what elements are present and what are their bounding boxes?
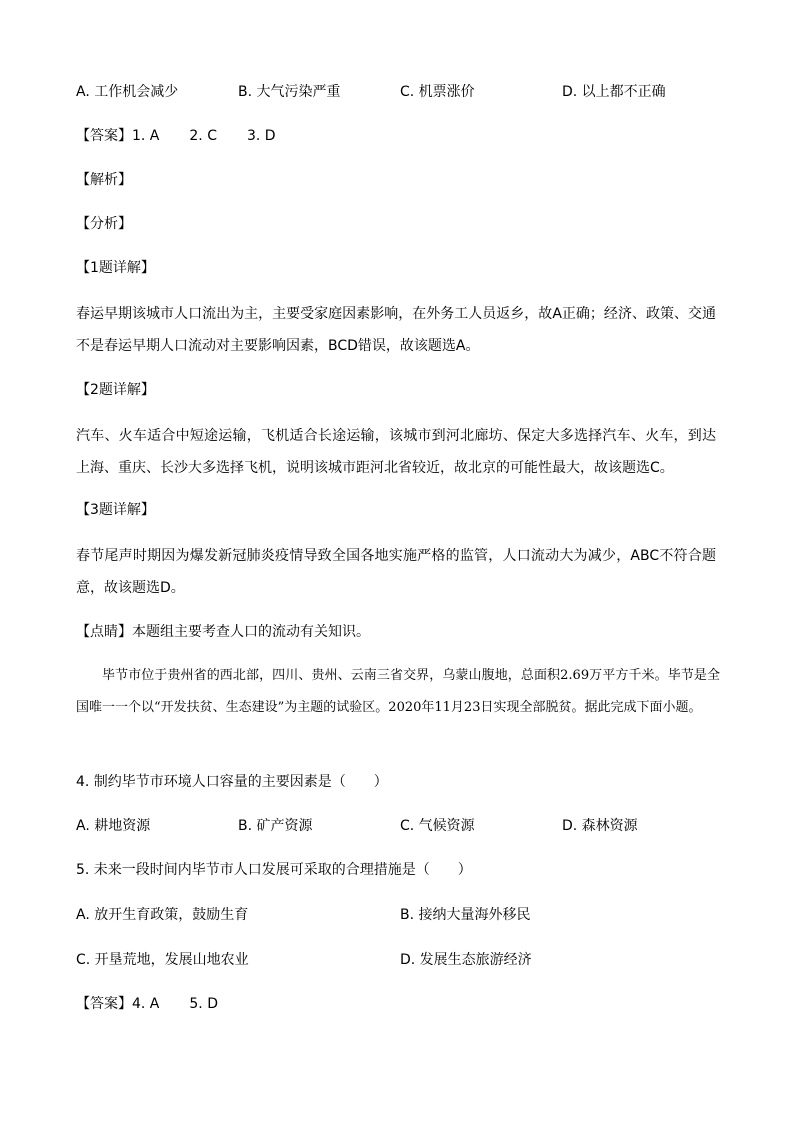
q5-option-d: D. 发展生态旅游经济 xyxy=(400,952,532,968)
q4-option-c: C. 气候资源 xyxy=(400,818,475,834)
analysis-label: 【解析】 xyxy=(76,172,132,188)
q2-detail-label: 【2题详解】 xyxy=(76,382,155,398)
q3-option-c: C. 机票涨价 xyxy=(400,84,475,100)
answer-line-1 xyxy=(76,126,276,146)
answer-label: 【答案】 xyxy=(76,996,132,1012)
answer-line-2 xyxy=(76,994,218,1014)
dianjing-note: 【点睛】本题组主要考查人口的流动有关知识。 xyxy=(76,624,370,640)
q3-detail-text: 春节尾声时期因为爆发新冠肺炎疫情导致全国各地实施严格的监管，人口流动大为减少，ABC不符合题意，故该题选D。 xyxy=(76,548,716,596)
fenxi-label: 【分析】 xyxy=(76,216,132,232)
answer-label: 【答案】 xyxy=(76,128,132,144)
q4-option-b: B. 矿产资源 xyxy=(238,818,313,834)
answer-item: 1. A xyxy=(132,128,160,144)
q1-detail-text: 春运早期该城市人口流出为主，主要受家庭因素影响，在外务工人员返乡，故A正确；经济、政策、交通不是春运早期人口流动对主要影响因素，BCD错误，故该题选A。 xyxy=(76,306,716,354)
reading-passage: 毕节市位于贵州省的西北部，四川、贵州、云南三省交界，乌蒙山腹地，总面积2.69万平方千米。毕节是全国唯一一个以“开发扶贫、生态建设”为主题的试验区。2020年11月23日实现全部脱贫。据此完成下面小题。 xyxy=(76,668,720,715)
q5-option-b: B. 接纳大量海外移民 xyxy=(400,907,531,923)
answer-item: 2. C xyxy=(189,128,217,144)
q5-stem: 5. 未来一段时间内毕节市人口发展可采取的合理措施是（ ） xyxy=(76,862,472,878)
q4-option-d: D. 森林资源 xyxy=(562,818,638,834)
q3-option-b: B. 大气污染严重 xyxy=(238,84,341,100)
q4-option-a: A. 耕地资源 xyxy=(76,818,151,834)
q3-detail-label: 【3题详解】 xyxy=(76,502,155,518)
q2-detail-text: 汽车、火车适合中短途运输，飞机适合长途运输，该城市到河北廊坊、保定大多选择汽车、火车，到达上海、重庆、长沙大多选择飞机，说明该城市距河北省较近，故北京的可能性最大，故该题选C。 xyxy=(76,428,716,476)
q1-detail-label: 【1题详解】 xyxy=(76,260,155,276)
q4-stem: 4. 制约毕节市环境人口容量的主要因素是（ ） xyxy=(76,774,388,790)
q3-option-a: A. 工作机会减少 xyxy=(76,84,179,100)
answer-item: 5. D xyxy=(189,996,218,1012)
answer-item: 4. A xyxy=(132,996,160,1012)
q5-option-a: A. 放开生育政策，鼓励生育 xyxy=(76,907,249,923)
answer-item: 3. D xyxy=(246,128,276,144)
q3-option-d: D. 以上都不正确 xyxy=(562,84,666,100)
q5-option-c: C. 开垦荒地，发展山地农业 xyxy=(76,952,249,968)
